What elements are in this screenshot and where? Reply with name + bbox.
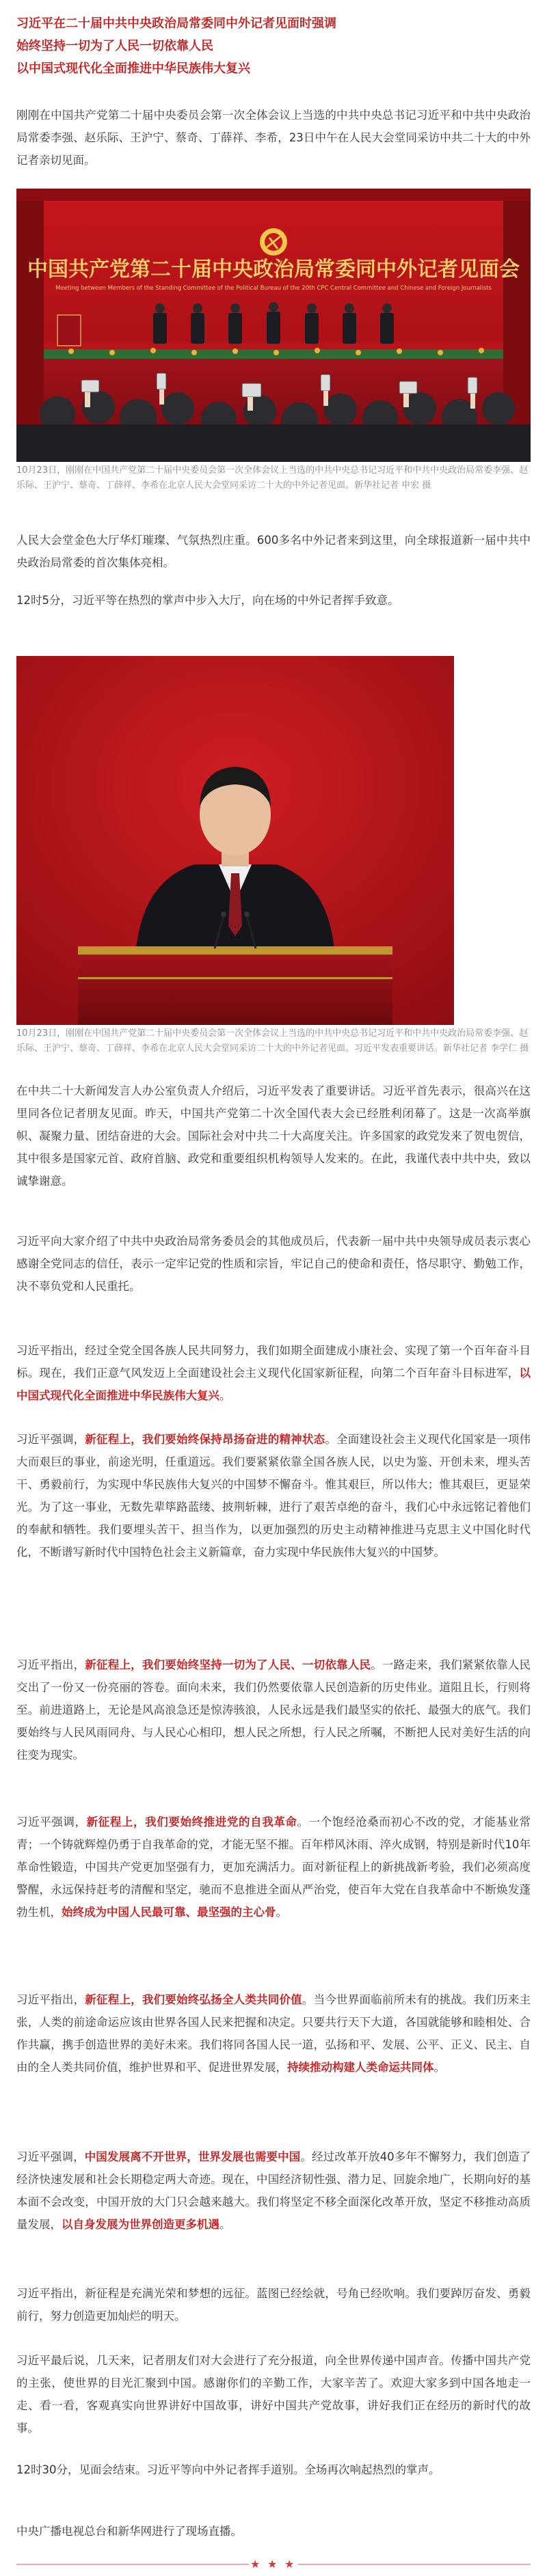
backdrop-subtitle: Meeting between Members of the Standing Committee of the Political Bureau of the 20th CPC Central Committee and Chinese and Foreign Journalists (55, 285, 492, 292)
para7-text-c: 。全面建设社会主义现代化国家是一项伟大而艰巨的事业，前途光明，任重道远。我们要紧紧依靠全国各族人民，以史为鉴、开创未来，埋头苦干、勇毅前行，为实现中华民族伟大复兴的中国梦不懈奋斗。惟其艰巨，所以伟大；惟其艰巨，更显荣光。为了这一事业，无数先辈筚路蓝缕、披荆斩棘，进行了艰苦卓绝的奋斗，我们心中永远铭记着他们的奉献和牺牲。我们要埋头苦干、担当作为，以更加强烈的历史主动精神推进马克思主义中国化时代化，不断谱写新时代中国特色社会主义新篇章，奋力实现中华民族伟大复兴的中国梦。 (16, 1433, 531, 1559)
para9-highlight-1: 新征程上，我们要始终推进党的自我革命 (86, 1815, 297, 1828)
para9-text-c: 。一个饱经沧桑而初心不改的党，才能基业常青；一个铸就辉煌仍勇于自我革命的党，才能无坚不摧。百年栉风沐雨、淬火成钢，特别是新时代10年革命性锻造，中国共产党更加坚强有力，更加充满活力。面对新征程上的新挑战新考验，我们必须高度警醒，永远保持赶考的清醒和坚定，驰而不息推进全面从严治党，使百年大党在自我革命中不断焕发蓬勃生机， (16, 1815, 531, 1919)
photo-speaker (16, 656, 454, 1025)
headline-line-1: 习近平在二十届中共中央政治局常委同中外记者见面时强调 (16, 16, 336, 31)
footer-divider (16, 2557, 531, 2572)
paragraph-speech-opening: 在中共二十大新闻发言人办公室负责人介绍后，习近平发表了重要讲话。习近平首先表示，很高兴在这里同各位记者朋友见面。昨天，中国共产党第二十次全国代表大会已经胜利闭幕了。这是一次高举旗帜、凝聚力量、团结奋进的大会。国际社会对中共二十大高度关注。许多国家的政党发来了贺电贺信，其中很多是国家元首、政府首脑、政党和重要组织机构领导人发来的。在此，我谨代表中共中央，致以诚挚谢意。 (16, 1084, 531, 1188)
para10-text-a: 习近平指出， (16, 1993, 85, 2006)
para9-text-e: 。 (276, 1906, 287, 1919)
paragraph-world-development (16, 2146, 531, 2236)
paragraph-new-journey (16, 1339, 531, 1407)
para6-text-a: 习近平指出，经过全党全国各族人民共同努力，我们如期全面建成小康社会、实现了第一个百年奋斗目标。现在，我们正意气风发迈上全面建设社会主义现代化国家新征程，向第二个百年奋斗目标进军， (16, 1344, 531, 1380)
paragraph-entrance: 12时5分，习近平等在热烈的掌声中步入大厅，向在场的中外记者挥手致意。 (16, 594, 399, 607)
para11-text-a: 习近平强调， (16, 2150, 85, 2163)
headline-line-3: 以中国式现代化全面推进中华民族伟大复兴 (16, 61, 250, 76)
paragraph-people (16, 1654, 531, 1766)
para9-text-a: 习近平强调， (16, 1815, 87, 1828)
para9-highlight-2: 始终成为中国人民最可靠、最坚强的主心骨 (62, 1906, 276, 1919)
para6-text-c: 。 (219, 1389, 231, 1402)
para11-highlight-1: 中国发展离不开世界，世界发展也需要中国 (84, 2150, 301, 2163)
footer-line-right (298, 2564, 531, 2565)
article-headline (16, 12, 531, 80)
paragraph-intro: 刚刚在中国共产党第二十届中央委员会第一次全体会议上当选的中共中央总书记习近平和中共中央政治局常委李强、赵乐际、王沪宁、蔡奇、丁薛祥、李希，23日中午在人民大会堂同采访中共二十大的中外记者亲切见面。 (16, 109, 531, 167)
photo1-caption: 10月23日，刚刚在中国共产党第二十届中央委员会第一次全体会议上当选的中共中央总书记习近平和中共中央政治局常委李强、赵乐际、王沪宁、蔡奇、丁薛祥、李希在北京人民大会堂同采访二十大的中外记者见面。新华社记者 申宏 摄 (16, 465, 529, 491)
paragraph-meeting-end: 12时30分，见面会结束。习近平等向中外记者挥手道别。全场再次响起热烈的掌声。 (16, 2463, 440, 2476)
footer-line-left (16, 2564, 249, 2565)
headline-line-2: 始终坚持一切为了人民一切依靠人民 (16, 39, 213, 53)
paragraph-spirit (16, 1428, 531, 1563)
para11-text-e: 。 (219, 2218, 231, 2231)
star-icon: ★ (250, 2558, 261, 2571)
para8-highlight: 新征程上，我们要始终坚持一切为了人民、一切依靠人民 (85, 1658, 371, 1671)
para7-highlight: 新征程上，我们要始终保持昂扬奋进的精神状态 (85, 1433, 325, 1446)
paragraph-blueprint: 习近平指出，新征程是充满光荣和梦想的远征。蓝图已经绘就，号角已经吹响。我们要踔厉奋发、勇毅前行，努力创造更加灿烂的明天。 (16, 2287, 531, 2322)
para10-text-e: 。 (433, 2061, 445, 2074)
para11-text-c: 。经过改革开放40多年不懈努力，我们创造了经济快速发展和社会长期稳定两大奇迹。现在，中国经济韧性强、潜力足、回旋余地广，长期向好的基本面不会改变，中国开放的大门只会越来越大。我们将坚定不移全面深化改革开放，坚定不移推动高质量发展， (16, 2150, 531, 2231)
para10-text-c: 。当今世界面临前所未有的挑战。我们历来主张，人类的前途命运应该由世界各国人民来把握和决定。只要共行天下大道，各国就能够和睦相处、合作共赢，携手创造世界的美好未来。我们将同各国人民一道，弘扬和平、发展、公平、正义、民主、自由的全人类共同价值，维护世界和平、促进世界发展， (16, 1993, 531, 2074)
paragraph-thanks-journalists: 习近平最后说，几天来，记者朋友们对大会进行了充分报道，向全世界传递中国声音。传播中国共产党的主张，使世界的目光汇聚到中国。感谢你们的辛勤工作，大家辛苦了。欢迎大家多到中国各地走一走、看一看，客观真实向世界讲好中国故事，讲好中国共产党故事，讲好我们正在经历的新时代的故事。 (16, 2354, 531, 2435)
paragraph-common-values (16, 1988, 531, 2079)
photo-group-meeting (16, 189, 531, 462)
para10-highlight-1: 新征程上，我们要始终弘扬全人类共同价值 (85, 1993, 302, 2006)
para10-highlight-2: 持续推动构建人类命运共同体 (287, 2061, 434, 2074)
backdrop-title: 中国共产党第二十届中央政治局常委同中外记者见面会 (27, 258, 520, 282)
paragraph-introduce-members: 习近平向大家介绍了中共中央政治局常务委员会的其他成员后，代表新一届中共中央领导成员表示衷心感谢全党同志的信任，表示一定牢记党的性质和宗旨，牢记自己的使命和责任，恪尽职守、勤勉工作，决不辜负党和人民重托。 (16, 1235, 531, 1293)
para8-text-c: 。一路走来，我们紧紧依靠人民交出了一份又一份亮丽的答卷。面向未来，我们仍然要依靠人民创造新的历史伟业。道阻且长，行则将至。前进道路上，无论是风高浪急还是惊涛骇浪，人民永远是我们最坚实的依托、最强大的底气。我们要始终与人民风雨同舟、与人民心心相印，想人民之所想，行人民之所嘱，不断把人民对美好生活的向往变为现实。 (16, 1658, 531, 1762)
star-icon: ★ (284, 2558, 295, 2571)
photo2-caption: 10月23日，刚刚在中国共产党第二十届中央委员会第一次全体会议上当选的中共中央总书记习近平和中共中央政治局常委李强、赵乐际、王沪宁、蔡奇、丁薛祥、李希在北京人民大会堂同采访二十大的中外记者见面。习近平发表重要讲话。新华社记者 李学仁 摄 (16, 1028, 529, 1054)
star-icon: ★ (267, 2558, 278, 2571)
para11-highlight-2: 以自身发展为世界创造更多机遇 (62, 2218, 219, 2231)
paragraph-hall: 人民大会堂金色大厅华灯璀璨、气氛热烈庄重。600多名中外记者来到这里，向全球报道新一届中共中央政治局常委的首次集体亮相。 (16, 534, 531, 569)
para7-text-a: 习近平强调， (16, 1433, 85, 1446)
para6-highlight: 以中国式现代化全面推进中华民族伟大复兴 (16, 1367, 531, 1402)
paragraph-self-revolution (16, 1811, 531, 1923)
paragraph-live-broadcast: 中央广播电视总台和新华网进行了现场直播。 (16, 2525, 242, 2538)
para8-text-a: 习近平指出， (16, 1658, 85, 1671)
